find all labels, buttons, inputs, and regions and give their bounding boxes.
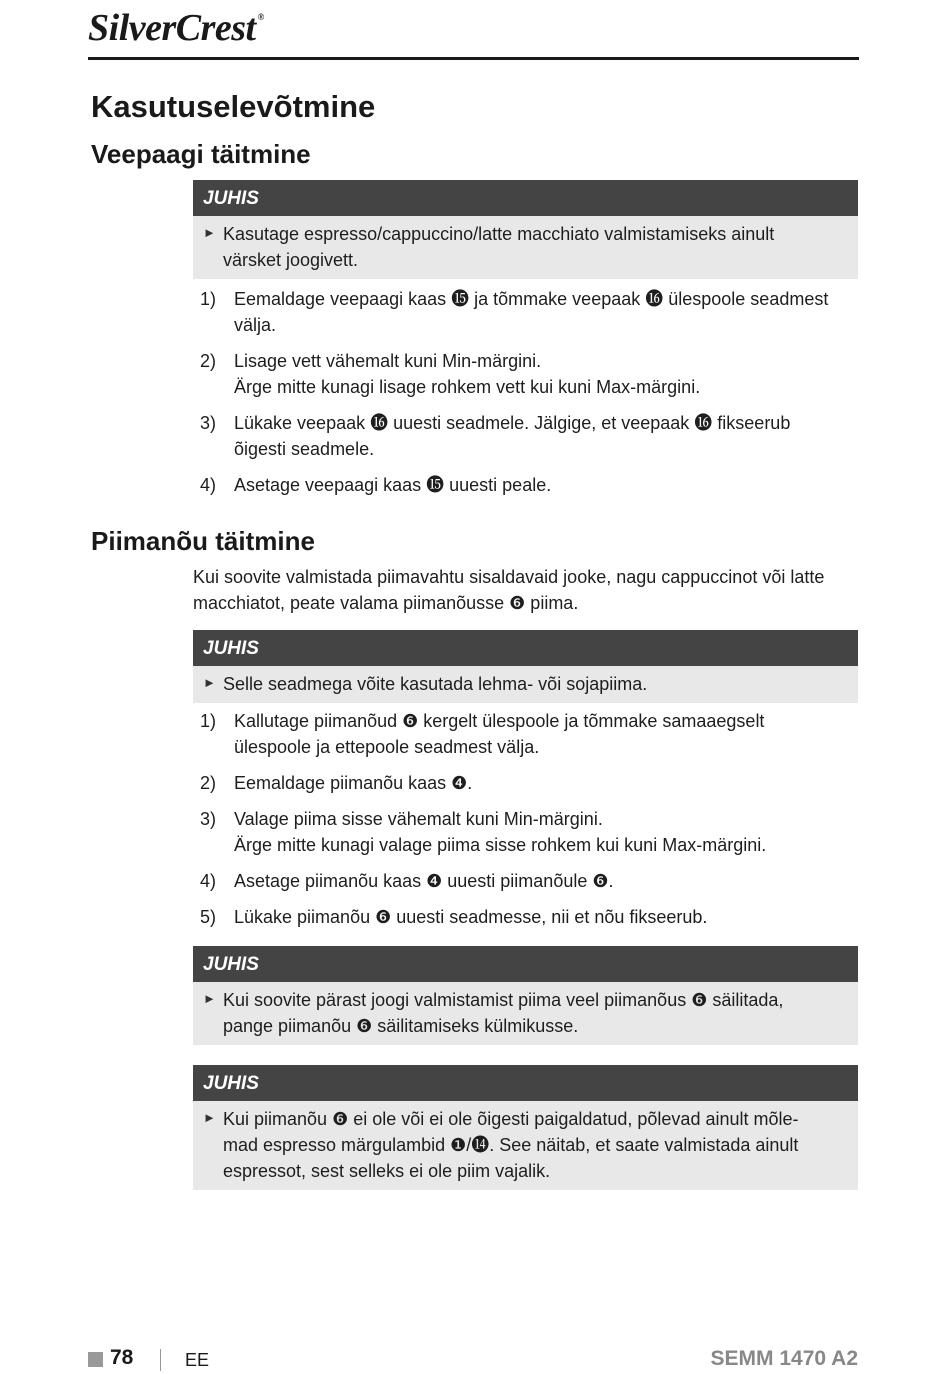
list-item: 4) Asetage piimanõu kaas ❹ uuesti piimanõule ❻. (200, 871, 614, 891)
list-item: 1) Eemaldage veepaagi kaas ⓯ ja tõmmake veepaak ⓰ ülespoole seadmest välja. (200, 289, 829, 335)
page-number: 78 (110, 1346, 134, 1369)
note-text: ► Kasutage espresso/cappuccino/latte macchiato valmistamiseks ainult värsket joogivett. (193, 216, 858, 279)
language-code: EE (185, 1350, 210, 1370)
arrow-icon: ► (203, 675, 216, 690)
arrow-icon: ► (203, 1110, 216, 1125)
list-item: 2) Eemaldage piimanõu kaas ❹. (200, 773, 473, 793)
section-heading-water-tank: Veepaagi täitmine (91, 139, 311, 169)
note-text: ► Kui soovite pärast joogi valmistamist piima veel piimanõus ❻ säilitada, pange piimanõu ❻ säilitamiseks külmikusse. (193, 982, 858, 1045)
note-box-water (193, 180, 858, 279)
brand-logo: SilverCrest ® (88, 7, 264, 49)
list-item: 4) Asetage veepaagi kaas ⓯ uuesti peale. (200, 475, 552, 495)
section-heading-milk-container: Piimanõu täitmine (91, 526, 315, 556)
water-steps-list (200, 286, 860, 508)
intro-paragraph: Kui soovite valmistada piimavahtu sisaldavaid jooke, nagu cappuccinot või latte macchiatot, peate valama piimanõusse ❻ piima. (193, 567, 825, 613)
note-box-milk-type (193, 630, 858, 703)
note-label: JUHIS (193, 946, 858, 982)
note-box-milk-missing (193, 1065, 858, 1190)
model-number: SEMM 1470 A2 (710, 1347, 858, 1370)
header-rule (88, 57, 859, 60)
note-text: ► Selle seadmega võite kasutada lehma- või sojapiima. (193, 666, 858, 703)
note-box-milk-storage (193, 946, 858, 1045)
list-item: 5) Lükake piimanõu ❻ uuesti seadmesse, nii et nõu fikseerub. (200, 907, 708, 927)
list-item: 2) Lisage vett vähemalt kuni Min-märgini. Ärge mitte kunagi lisage rohkem vett kui kuni Max-märgini. (200, 351, 701, 397)
footer-square-icon (88, 1352, 103, 1367)
list-item: 3) Valage piima sisse vähemalt kuni Min-märgini. Ärge mitte kunagi valage piima sisse rohkem kui kuni Max-märgini. (200, 809, 767, 855)
note-label: JUHIS (193, 180, 858, 216)
arrow-icon: ► (203, 991, 216, 1006)
arrow-icon: ► (203, 225, 216, 240)
note-label: JUHIS (193, 630, 858, 666)
list-item: 3) Lükake veepaak ⓰ uuesti seadmele. Jälgige, et veepaak ⓰ fikseerub õigesti seadmele. (200, 413, 791, 459)
milk-steps-list (200, 708, 860, 940)
list-item: 1) Kallutage piimanõud ❻ kergelt ülespoole ja tõmmake samaaegselt ülespoole ja ettepoole seadmest välja. (200, 711, 765, 757)
footer-divider (160, 1349, 161, 1371)
note-text: ► Kui piimanõu ❻ ei ole või ei ole õigesti paigaldatud, põlevad ainult mõle- mad espresso märgulambid ❶/⓮. See näitab, et saate valmistada ainult espressot, sest selleks ei ole piim vajalik. (193, 1101, 858, 1190)
page-title: Kasutuselevõtmine (91, 89, 376, 124)
note-label: JUHIS (193, 1065, 858, 1101)
